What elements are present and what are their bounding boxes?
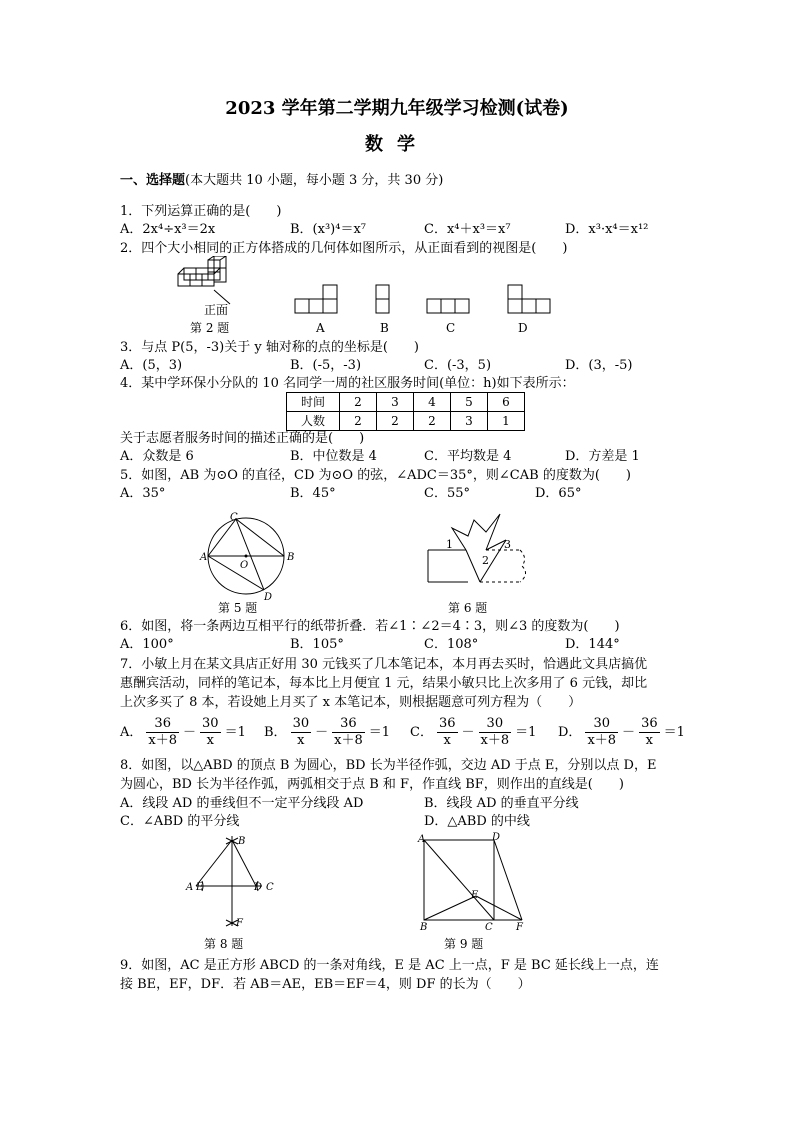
q8-line1: 8．如图，以△ABD 的顶点 B 为圆心，BD 长为半径作弧，交边 AD 于点 E，分别以点 D，E — [120, 758, 657, 773]
q2-front-label: 正面 — [204, 303, 229, 317]
q8-option-c: C．∠ABD 的平分线 — [120, 814, 240, 829]
q9-fig-label-b: B — [420, 922, 428, 933]
q8-option-d: D．△ABD 的中线 — [424, 814, 530, 829]
table-cell: 人数 — [287, 412, 340, 431]
q5-fig-label-d: D — [264, 592, 273, 603]
fraction — [585, 716, 618, 749]
q6-option-d: D．144° — [565, 637, 620, 652]
q9-fig-label-e: E — [471, 890, 479, 901]
q2-caption: 第 2 题 — [190, 321, 230, 335]
q5-fig-label-a: A — [200, 552, 208, 563]
q2-label-a: A — [316, 321, 325, 335]
q9-line1: 9．如图，AC 是正方形 ABCD 的一条对角线，E 是 AC 上一点，F 是 BC 延长线上一点，连 — [120, 958, 659, 973]
q5-option-d: D．65° — [535, 486, 582, 501]
q3-stem: 3．与点 P(5，-3)关于 y 轴对称的点的坐标是( ) — [120, 340, 419, 355]
q1-option-b: B．(x³)⁴＝x⁷ — [290, 222, 366, 237]
q6-option-a: A．100° — [120, 637, 174, 652]
fraction — [437, 716, 458, 749]
q8-figure — [182, 834, 282, 952]
numerator: 36 — [146, 716, 179, 733]
option-letter: C． — [410, 724, 433, 740]
q6-stem: 6．如图，将一条两边互相平行的纸带折叠．若∠1∶∠2＝4∶3，则∠3 的度数为( ) — [120, 619, 620, 634]
q5-fig-label-c: C — [230, 512, 238, 523]
q6-figure — [420, 508, 550, 616]
q3-option-c: C．(-3，5) — [424, 358, 492, 373]
q6-fig-label-2: 2 — [482, 554, 489, 567]
q1-stem: 1．下列运算正确的是( ) — [120, 204, 282, 219]
option-letter: A． — [120, 724, 143, 740]
fraction — [291, 716, 312, 749]
q5-option-b: B．45° — [290, 486, 336, 501]
q2-stem: 2．四个大小相同的正方体搭成的几何体如图所示，从正面看到的视图是( ) — [120, 241, 568, 256]
option-letter: D． — [558, 724, 582, 740]
q4-question: 关于志愿者服务时间的描述正确的是( ) — [120, 431, 365, 446]
q4-option-a: A．众数是 6 — [120, 449, 194, 464]
q3-option-a: A．(5，3) — [120, 358, 183, 373]
table-cell: 5 — [451, 393, 488, 412]
q5-fig-label-b: B — [287, 552, 295, 563]
q2-solid — [178, 256, 230, 304]
section-heading-label: 一、选择题 — [120, 173, 186, 188]
q1-option-a: A．2x⁴÷x³＝2x — [120, 222, 216, 237]
q1-option-c: C．x⁴＋x³＝x⁷ — [424, 222, 511, 237]
table-cell: 2 — [340, 393, 377, 412]
q8-caption: 第 8 题 — [204, 937, 244, 951]
q7-line1: 7．小敏上月在某文具店正好用 30 元钱买了几本笔记本，本月再去买时，恰遇此文具店搞优 — [120, 657, 648, 672]
q9-fig-label-c: C — [485, 922, 493, 933]
q8-fig-label-d: D — [254, 882, 263, 893]
operator: － — [622, 724, 636, 740]
q8-option-b: B．线段 AD 的垂直平分线 — [424, 796, 579, 811]
table-row — [287, 393, 525, 412]
q7-line3: 上次多买了 8 本，若设她上月买了 x 本笔记本，则根据题意可列方程为（ ） — [120, 695, 582, 710]
section-heading — [120, 172, 443, 190]
q1-option-d: D．x³·x⁴＝x¹² — [565, 222, 649, 237]
q4-stem: 4．某中学环保小分队的 10 名同学一周的社区服务时间(单位：h)如下表所示： — [120, 376, 575, 391]
q2-view-a — [295, 285, 337, 313]
q5-figure — [196, 508, 306, 616]
denominator: x — [206, 733, 214, 748]
q7-option-d — [558, 716, 685, 749]
table-cell: 时间 — [287, 393, 340, 412]
q8-fig-label-b: B — [238, 836, 246, 847]
table-cell: 1 — [488, 412, 525, 431]
fraction — [200, 716, 221, 749]
table-cell: 3 — [377, 393, 414, 412]
q2-view-b — [376, 285, 389, 313]
q2-label-d: D — [518, 321, 528, 335]
q2-view-c — [427, 299, 469, 313]
numerator: 36 — [438, 716, 456, 731]
q8-fig-label-a: A — [186, 882, 194, 893]
q4-table — [286, 392, 525, 431]
q5-option-c: C．55° — [424, 486, 470, 501]
denominator: x — [443, 733, 451, 748]
rhs: ＝1 — [663, 724, 685, 740]
rhs: ＝1 — [368, 724, 391, 740]
q2-label-b: B — [380, 321, 389, 335]
denominator: x＋8 — [587, 733, 617, 748]
fraction — [332, 716, 365, 749]
q7-option-c — [410, 716, 536, 749]
denominator: x＋8 — [148, 733, 177, 748]
operator: － — [183, 724, 197, 740]
fraction — [639, 716, 660, 749]
q2-view-d — [508, 285, 550, 313]
table-cell: 2 — [377, 412, 414, 431]
q2-figure — [170, 256, 590, 340]
q3-option-d: D．(3，-5) — [565, 358, 633, 373]
operator: － — [461, 724, 475, 740]
q7-option-a — [120, 716, 246, 749]
q9-figure — [414, 832, 534, 952]
table-cell: 4 — [414, 393, 451, 412]
subject-title: 数学 — [365, 134, 429, 155]
q5-fig-label-o: O — [240, 560, 249, 571]
q8-line2: 为圆心，BD 长为半径作弧，两弧相交于点 B 和 F，作直线 BF，则作出的直线是( ) — [120, 777, 624, 792]
q9-caption: 第 9 题 — [444, 937, 484, 951]
denominator: x — [297, 733, 305, 748]
q4-option-d: D．方差是 1 — [565, 449, 640, 464]
q8-fig-label-f: F — [236, 918, 243, 929]
option-letter: B． — [264, 724, 287, 740]
exam-title: 2023 学年第二学期九年级学习检测(试卷) — [225, 98, 569, 119]
q9-fig-label-a: A — [418, 834, 426, 845]
q5-caption: 第 5 题 — [218, 601, 258, 615]
denominator: x — [645, 733, 653, 748]
denominator: x＋8 — [334, 733, 363, 748]
rhs: ＝1 — [224, 724, 246, 740]
numerator: 30 — [479, 716, 512, 733]
numerator: 36 — [332, 716, 365, 733]
table-cell: 2 — [414, 412, 451, 431]
fraction — [479, 716, 512, 749]
operator: － — [315, 724, 329, 740]
table-cell: 6 — [488, 393, 525, 412]
q6-fig-label-1: 1 — [446, 538, 453, 551]
q6-option-c: C．108° — [424, 637, 479, 652]
q6-fig-label-3: 3 — [504, 538, 511, 551]
q9-fig-label-d: D — [492, 832, 501, 843]
q5-stem: 5．如图，AB 为⊙O 的直径，CD 为⊙O 的弦，∠ADC＝35°，则∠CAB 的度数为( ) — [120, 468, 631, 483]
q6-caption: 第 6 题 — [448, 601, 488, 615]
numerator: 36 — [641, 716, 658, 731]
numerator: 30 — [292, 716, 310, 731]
q2-label-c: C — [446, 321, 456, 335]
denominator: x＋8 — [480, 733, 510, 748]
q9-fig-label-f: F — [516, 922, 523, 933]
fraction — [146, 716, 179, 749]
q8-fig-label-c: C — [266, 882, 274, 893]
table-cell: 2 — [340, 412, 377, 431]
numerator: 30 — [585, 716, 618, 733]
q8-option-a: A．线段 AD 的垂线但不一定平分线段 AD — [120, 796, 364, 811]
section-heading-note: (本大题共 10 小题，每小题 3 分，共 30 分) — [185, 173, 444, 188]
q3-option-b: B．(-5，-3) — [290, 358, 362, 373]
q5-option-a: A．35° — [120, 486, 166, 501]
q6-option-b: B．105° — [290, 637, 344, 652]
q4-option-c: C．平均数是 4 — [424, 449, 512, 464]
q7-line2: 惠酬宾活动，同样的笔记本，每本比上月便宜 1 元，结果小敏只比上次多用了 6 元钱，却比 — [120, 676, 648, 691]
q7-option-b — [264, 716, 390, 749]
q4-option-b: B．中位数是 4 — [290, 449, 377, 464]
numerator: 30 — [202, 716, 219, 731]
table-row — [287, 412, 525, 431]
rhs: ＝1 — [515, 724, 537, 740]
q8-fig-label-e: E — [196, 882, 204, 893]
q9-line2: 接 BE，EF，DF．若 AB＝AE，EB＝EF＝4，则 DF 的长为（ ） — [120, 977, 531, 992]
table-cell: 3 — [451, 412, 488, 431]
